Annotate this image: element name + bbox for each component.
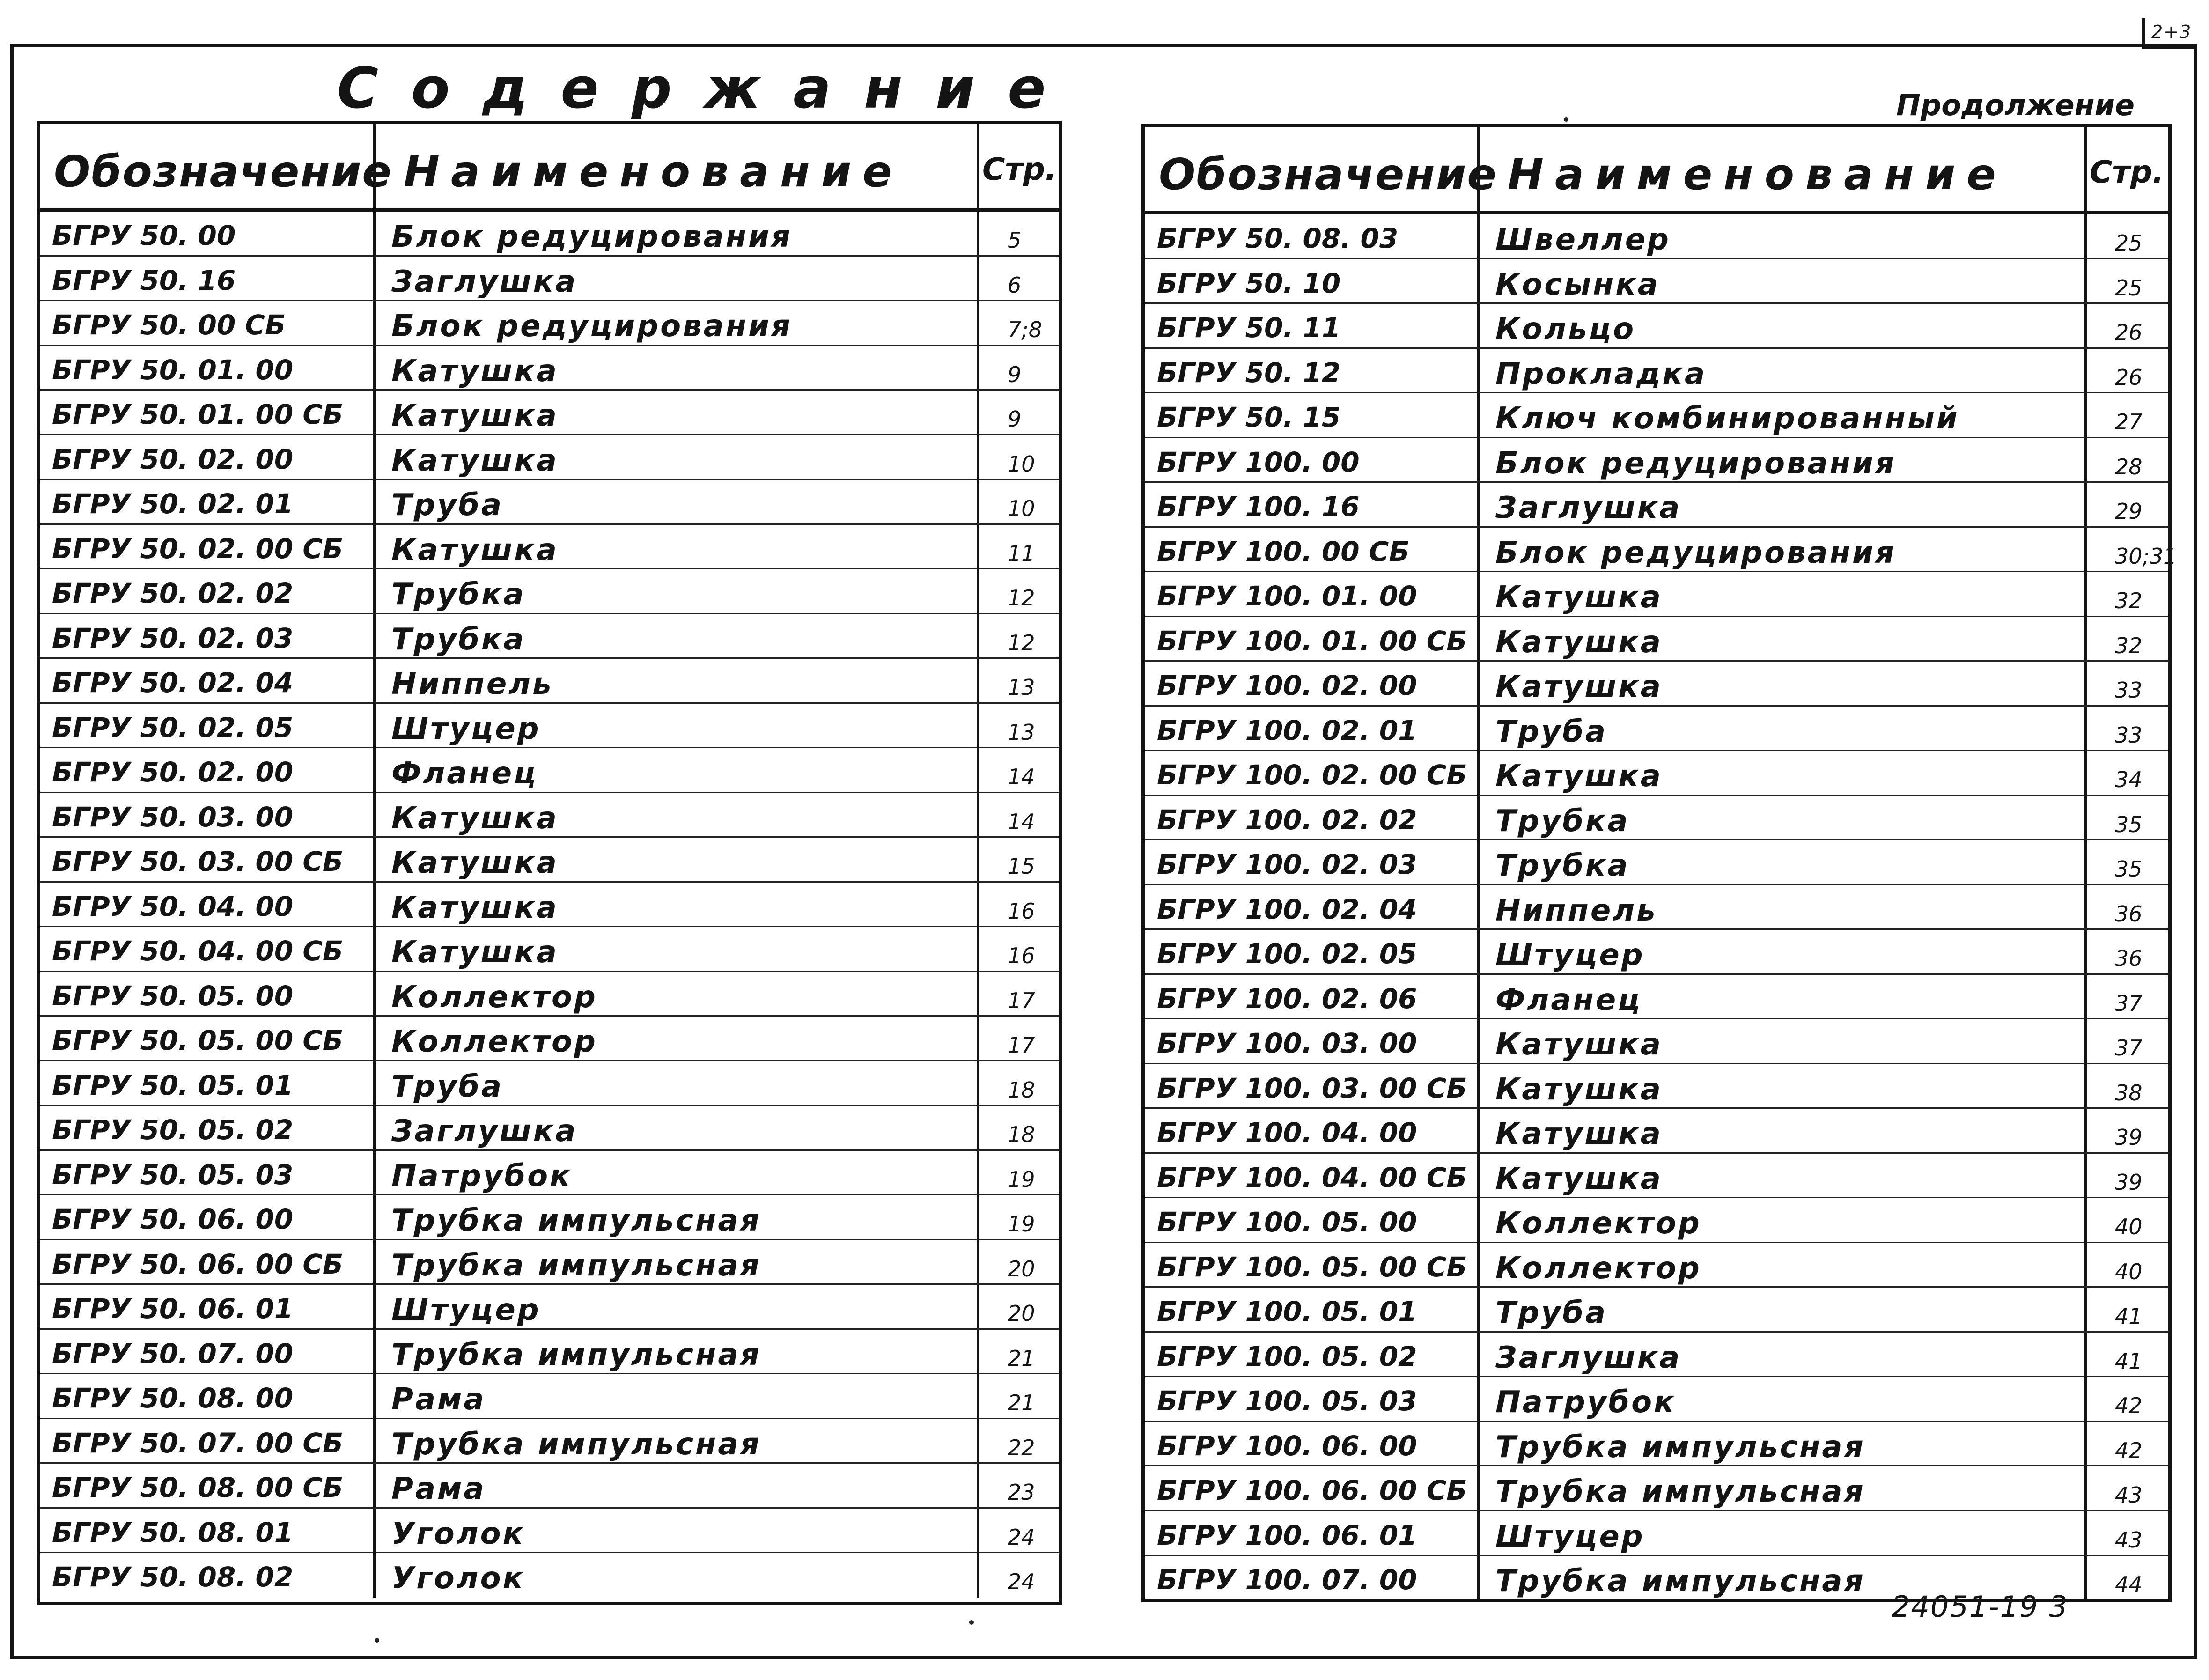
name-cell: Труба	[376, 480, 979, 523]
designation-cell: БГРУ 100. 05. 03	[1145, 1377, 1480, 1421]
page-cell: 18	[1008, 1122, 1035, 1147]
designation-cell: БГРУ 50. 07. 00	[40, 1330, 376, 1373]
page-cell: 43	[2115, 1482, 2143, 1508]
designation-cell: БГРУ 50. 03. 00 СБ	[40, 838, 376, 881]
page-cell: 10	[1008, 496, 1035, 521]
designation-cell: БГРУ 50. 08. 02	[40, 1553, 376, 1598]
page-cell: 9	[1008, 361, 1022, 387]
page-cell: 25	[2115, 230, 2143, 256]
name-cell: Катушка	[1480, 1019, 2087, 1063]
designation-cell: БГРУ 100. 02. 00 СБ	[1145, 751, 1480, 795]
table-row	[40, 1151, 1059, 1196]
table-row	[40, 569, 1059, 614]
table-row	[40, 1240, 1059, 1285]
name-cell: Заглушка	[376, 1106, 979, 1149]
page-cell: 22	[1008, 1435, 1035, 1460]
designation-cell: БГРУ 50. 06. 01	[40, 1285, 376, 1328]
table-row	[40, 614, 1059, 659]
table-row	[1145, 840, 2168, 885]
page-cell: 26	[2115, 364, 2143, 390]
table-row	[1145, 483, 2168, 528]
designation-cell: БГРУ 100. 05. 00	[1145, 1198, 1480, 1242]
name-cell: Штуцер	[376, 704, 979, 747]
table-row	[1145, 1154, 2168, 1199]
ink-speck	[1564, 117, 1568, 122]
name-cell: Коллектор	[376, 1017, 979, 1060]
designation-cell: БГРУ 50. 08. 01	[40, 1509, 376, 1552]
designation-cell: БГРУ 50. 02. 01	[40, 480, 376, 523]
designation-cell: БГРУ 50. 03. 00	[40, 793, 376, 837]
page-cell: 6	[1008, 272, 1022, 298]
designation-cell: БГРУ 100. 16	[1145, 483, 1480, 526]
table-row	[1145, 885, 2168, 930]
name-cell: Трубка импульсная	[376, 1330, 979, 1373]
designation-cell: БГРУ 50. 08. 00 СБ	[40, 1464, 376, 1507]
name-cell: Уголок	[376, 1509, 979, 1552]
page-cell: 27	[2115, 409, 2143, 435]
page-cell: 10	[1008, 451, 1035, 477]
table-row	[40, 1195, 1059, 1240]
name-cell: Кольцо	[1480, 304, 2087, 347]
page-cell: 40	[2115, 1259, 2143, 1284]
table-row	[40, 659, 1059, 704]
name-cell: Коллектор	[1480, 1243, 2087, 1287]
table-row	[1145, 707, 2168, 752]
table-row	[40, 1374, 1059, 1419]
page-cell: 42	[2115, 1437, 2143, 1463]
page-cell: 7;8	[1008, 317, 1043, 342]
table-row	[40, 1419, 1059, 1464]
name-cell: Косынка	[1480, 259, 2087, 303]
page-cell: 26	[2115, 320, 2143, 345]
table-row	[1145, 1243, 2168, 1288]
table-header	[40, 124, 1059, 212]
designation-cell: БГРУ 50. 05. 03	[40, 1151, 376, 1194]
designation-cell: БГРУ 100. 00 СБ	[1145, 528, 1480, 571]
page-cell: 19	[1008, 1211, 1035, 1237]
name-cell: Трубка импульсная	[1480, 1466, 2087, 1510]
name-cell: Трубка импульсная	[376, 1195, 979, 1239]
page-cell: 36	[2115, 901, 2143, 927]
page-cell: 42	[2115, 1393, 2143, 1418]
page-cell: 14	[1008, 809, 1035, 834]
designation-cell: БГРУ 100. 05. 01	[1145, 1288, 1480, 1331]
name-cell: Заглушка	[376, 257, 979, 300]
name-cell: Катушка	[376, 838, 979, 881]
table-row	[40, 704, 1059, 749]
contents-table-left	[37, 121, 1062, 1605]
name-cell: Катушка	[376, 391, 979, 434]
designation-cell: БГРУ 100. 02. 03	[1145, 840, 1480, 884]
designation-cell: БГРУ 50. 16	[40, 257, 376, 300]
designation-cell: БГРУ 50. 15	[1145, 393, 1480, 437]
name-cell: Труба	[1480, 1288, 2087, 1331]
name-cell: Уголок	[376, 1553, 979, 1598]
designation-cell: БГРУ 100. 00	[1145, 438, 1480, 482]
table-row	[40, 1509, 1059, 1554]
page-cell: 38	[2115, 1080, 2143, 1105]
table-row	[40, 838, 1059, 883]
table-row	[40, 883, 1059, 928]
name-cell: Блок редуцирования	[376, 212, 979, 255]
table-row	[40, 525, 1059, 570]
page-cell: 37	[2115, 990, 2143, 1016]
designation-cell: БГРУ 100. 03. 00	[1145, 1019, 1480, 1063]
designation-cell: БГРУ 50. 00 СБ	[40, 301, 376, 345]
page-cell: 35	[2115, 856, 2143, 882]
name-cell: Патрубок	[1480, 1377, 2087, 1421]
table-header	[1145, 127, 2168, 214]
page-cell: 19	[1008, 1166, 1035, 1192]
name-cell: Заглушка	[1480, 1333, 2087, 1376]
table-row	[40, 927, 1059, 972]
ink-speck	[969, 1620, 974, 1625]
name-cell: Трубка импульсная	[376, 1240, 979, 1284]
designation-cell: БГРУ 50. 02. 04	[40, 659, 376, 702]
name-cell: Катушка	[376, 927, 979, 971]
designation-cell: БГРУ 100. 06. 00 СБ	[1145, 1466, 1480, 1510]
designation-cell: БГРУ 50. 05. 00	[40, 972, 376, 1016]
table-row	[40, 1017, 1059, 1061]
designation-cell: БГРУ 50. 07. 00 СБ	[40, 1419, 376, 1463]
name-cell: Рама	[376, 1374, 979, 1418]
designation-cell: БГРУ 50. 01. 00	[40, 346, 376, 390]
page-cell: 41	[2115, 1348, 2143, 1374]
table-body	[1145, 214, 2177, 1601]
page-cell: 16	[1008, 943, 1035, 968]
table-row	[1145, 1422, 2168, 1467]
page-cell: 33	[2115, 678, 2143, 703]
table-row	[40, 1330, 1059, 1375]
designation-cell: БГРУ 100. 04. 00	[1145, 1109, 1480, 1152]
name-cell: Катушка	[1480, 1154, 2087, 1197]
page-cell: 17	[1008, 1032, 1035, 1058]
table-row	[1145, 393, 2168, 438]
table-row	[40, 793, 1059, 838]
table-row	[40, 301, 1059, 346]
table-row	[1145, 438, 2168, 483]
header-designation: Обозначение	[1145, 127, 1480, 211]
name-cell: Блок редуцирования	[376, 301, 979, 345]
name-cell: Патрубок	[376, 1151, 979, 1194]
page-cell: 5	[1008, 228, 1022, 253]
designation-cell: БГРУ 50. 02. 00 СБ	[40, 525, 376, 568]
page-cell: 21	[1008, 1345, 1035, 1371]
page-cell: 12	[1008, 630, 1035, 656]
page-cell: 32	[2115, 588, 2143, 613]
designation-cell: БГРУ 100. 02. 04	[1145, 885, 1480, 929]
designation-cell: БГРУ 50. 08. 00	[40, 1374, 376, 1418]
table-row	[1145, 349, 2168, 394]
name-cell: Катушка	[1480, 572, 2087, 616]
page-cell: 12	[1008, 585, 1035, 611]
designation-cell: БГРУ 50. 02. 00	[40, 435, 376, 479]
continuation-label: Продолжение	[1896, 88, 2135, 122]
designation-cell: БГРУ 50. 02. 03	[40, 614, 376, 658]
designation-cell: БГРУ 100. 06. 00	[1145, 1422, 1480, 1466]
name-cell: Катушка	[1480, 662, 2087, 705]
page-cell: 44	[2115, 1572, 2143, 1597]
page-cell: 15	[1008, 854, 1035, 879]
table-row	[1145, 214, 2168, 259]
table-row	[40, 1553, 1059, 1598]
name-cell: Катушка	[1480, 617, 2087, 661]
designation-cell: БГРУ 50. 00	[40, 212, 376, 255]
name-cell: Трубка импульсная	[1480, 1556, 2087, 1601]
designation-cell: БГРУ 100. 02. 00	[1145, 662, 1480, 705]
page-cell: 25	[2115, 275, 2143, 301]
page-cell: 29	[2115, 499, 2143, 524]
header-name: Наименование	[376, 124, 979, 208]
designation-cell: БГРУ 100. 04. 00 СБ	[1145, 1154, 1480, 1197]
designation-cell: БГРУ 50. 08. 03	[1145, 214, 1480, 258]
designation-cell: БГРУ 50. 02. 00	[40, 748, 376, 792]
designation-cell: БГРУ 100. 02. 01	[1145, 707, 1480, 750]
name-cell: Катушка	[376, 525, 979, 568]
page-cell: 39	[2115, 1125, 2143, 1150]
name-cell: Труба	[376, 1061, 979, 1105]
name-cell: Фланец	[1480, 975, 2087, 1018]
table-row	[1145, 572, 2168, 617]
table-row	[40, 972, 1059, 1017]
name-cell: Коллектор	[376, 972, 979, 1016]
designation-cell: БГРУ 50. 01. 00 СБ	[40, 391, 376, 434]
table-row	[1145, 1333, 2168, 1378]
designation-cell: БГРУ 50. 05. 00 СБ	[40, 1017, 376, 1060]
table-row	[1145, 751, 2168, 796]
header-name: Наименование	[1480, 127, 2087, 211]
table-row	[40, 1106, 1059, 1151]
name-cell: Катушка	[1480, 1109, 2087, 1152]
sheet-number-box	[2142, 18, 2194, 49]
designation-cell: БГРУ 50. 06. 00 СБ	[40, 1240, 376, 1284]
name-cell: Штуцер	[1480, 930, 2087, 973]
table-row	[40, 748, 1059, 793]
designation-cell: БГРУ 50. 02. 02	[40, 569, 376, 613]
name-cell: Труба	[1480, 707, 2087, 750]
name-cell: Катушка	[376, 435, 979, 479]
designation-cell: БГРУ 50. 04. 00	[40, 883, 376, 926]
name-cell: Ниппель	[1480, 885, 2087, 929]
page-cell: 17	[1008, 987, 1035, 1013]
name-cell: Трубка	[1480, 796, 2087, 840]
contents-table-right	[1141, 124, 2177, 1602]
page-cell: 30;31	[2115, 543, 2177, 569]
table-row	[1145, 1466, 2168, 1511]
page-cell: 36	[2115, 946, 2143, 971]
table-row	[1145, 259, 2168, 304]
table-row	[1145, 617, 2168, 662]
designation-cell: БГРУ 100. 07. 00	[1145, 1556, 1480, 1601]
name-cell: Штуцер	[376, 1285, 979, 1328]
designation-cell: БГРУ 50. 05. 02	[40, 1106, 376, 1149]
designation-cell: БГРУ 50. 04. 00 СБ	[40, 927, 376, 971]
page-cell: 34	[2115, 767, 2143, 792]
page-cell: 40	[2115, 1214, 2143, 1239]
page-cell: 43	[2115, 1527, 2143, 1553]
page-cell: 37	[2115, 1035, 2143, 1061]
header-page: Стр.	[982, 151, 1057, 187]
name-cell: Швеллер	[1480, 214, 2087, 258]
table-row	[1145, 1019, 2168, 1064]
table-row	[1145, 1198, 2168, 1243]
designation-cell: БГРУ 50. 06. 00	[40, 1195, 376, 1239]
table-row	[40, 212, 1059, 257]
designation-cell: БГРУ 50. 02. 05	[40, 704, 376, 747]
table-row	[40, 480, 1059, 525]
name-cell: Ключ комбинированный	[1480, 393, 2087, 437]
designation-cell: БГРУ 50. 05. 01	[40, 1061, 376, 1105]
table-row	[1145, 1288, 2168, 1333]
table-row	[1145, 930, 2168, 975]
header-page: Стр.	[2090, 154, 2165, 190]
table-row	[1145, 1064, 2168, 1109]
designation-cell: БГРУ 100. 05. 02	[1145, 1333, 1480, 1376]
page-cell: 28	[2115, 454, 2143, 479]
name-cell: Ниппель	[376, 659, 979, 702]
page-cell: 33	[2115, 722, 2143, 748]
page-cell: 35	[2115, 811, 2143, 837]
designation-cell: БГРУ 100. 06. 01	[1145, 1511, 1480, 1555]
name-cell: Катушка	[1480, 751, 2087, 795]
page-cell: 20	[1008, 1256, 1035, 1282]
designation-cell: БГРУ 50. 12	[1145, 349, 1480, 392]
table-row	[1145, 304, 2168, 349]
page-cell: 9	[1008, 406, 1022, 432]
page-cell: 16	[1008, 898, 1035, 924]
designation-cell: БГРУ 100. 05. 00 СБ	[1145, 1243, 1480, 1287]
page-cell: 11	[1008, 540, 1035, 566]
table-row	[1145, 975, 2168, 1020]
table-row	[40, 1061, 1059, 1106]
table-row	[1145, 796, 2168, 841]
table-row	[1145, 1377, 2168, 1422]
page-cell: 23	[1008, 1480, 1035, 1505]
name-cell: Катушка	[376, 346, 979, 390]
table-row	[40, 346, 1059, 391]
designation-cell: БГРУ 100. 03. 00 СБ	[1145, 1064, 1480, 1108]
designation-cell: БГРУ 100. 01. 00 СБ	[1145, 617, 1480, 661]
table-row	[40, 1285, 1059, 1330]
header-designation: Обозначение	[40, 124, 376, 208]
table-row	[40, 1464, 1059, 1509]
designation-cell: БГРУ 100. 01. 00	[1145, 572, 1480, 616]
page-cell: 32	[2115, 633, 2143, 658]
name-cell: Рама	[376, 1464, 979, 1507]
designation-cell: БГРУ 100. 02. 05	[1145, 930, 1480, 973]
page-cell: 20	[1008, 1301, 1035, 1326]
table-row	[1145, 1109, 2168, 1154]
designation-cell: БГРУ 50. 11	[1145, 304, 1480, 347]
designation-cell: БГРУ 50. 10	[1145, 259, 1480, 303]
name-cell: Трубка	[376, 569, 979, 613]
name-cell: Коллектор	[1480, 1198, 2087, 1242]
page-cell: 39	[2115, 1169, 2143, 1195]
name-cell: Катушка	[376, 883, 979, 926]
table-row	[40, 257, 1059, 302]
name-cell: Катушка	[1480, 1064, 2087, 1108]
ink-speck	[375, 1638, 379, 1643]
table-body	[40, 212, 1059, 1598]
name-cell: Катушка	[376, 793, 979, 837]
page-cell: 13	[1008, 719, 1035, 745]
name-cell: Блок редуцирования	[1480, 438, 2087, 482]
page-cell: 14	[1008, 764, 1035, 789]
table-row	[1145, 1511, 2168, 1556]
page-cell: 18	[1008, 1077, 1035, 1103]
name-cell: Трубка	[376, 614, 979, 658]
page-cell: 41	[2115, 1304, 2143, 1329]
name-cell: Трубка импульсная	[376, 1419, 979, 1463]
document-stamp: 24051-19 3	[1892, 1590, 2069, 1624]
name-cell: Штуцер	[1480, 1511, 2087, 1555]
page-cell: 24	[1008, 1569, 1035, 1594]
name-cell: Трубка	[1480, 840, 2087, 884]
table-row	[40, 435, 1059, 480]
table-row	[40, 391, 1059, 435]
table-row	[1145, 662, 2168, 707]
designation-cell: БГРУ 100. 02. 06	[1145, 975, 1480, 1018]
sheet-number: 2+3	[2151, 22, 2192, 42]
name-cell: Блок редуцирования	[1480, 528, 2087, 571]
name-cell: Фланец	[376, 748, 979, 792]
page-title: Содержание	[337, 56, 1079, 121]
designation-cell: БГРУ 100. 02. 02	[1145, 796, 1480, 840]
name-cell: Заглушка	[1480, 483, 2087, 526]
page-cell: 13	[1008, 675, 1035, 700]
page-cell: 21	[1008, 1390, 1035, 1415]
name-cell: Прокладка	[1480, 349, 2087, 392]
name-cell: Трубка импульсная	[1480, 1422, 2087, 1466]
table-row	[1145, 528, 2177, 573]
page-cell: 24	[1008, 1524, 1035, 1550]
